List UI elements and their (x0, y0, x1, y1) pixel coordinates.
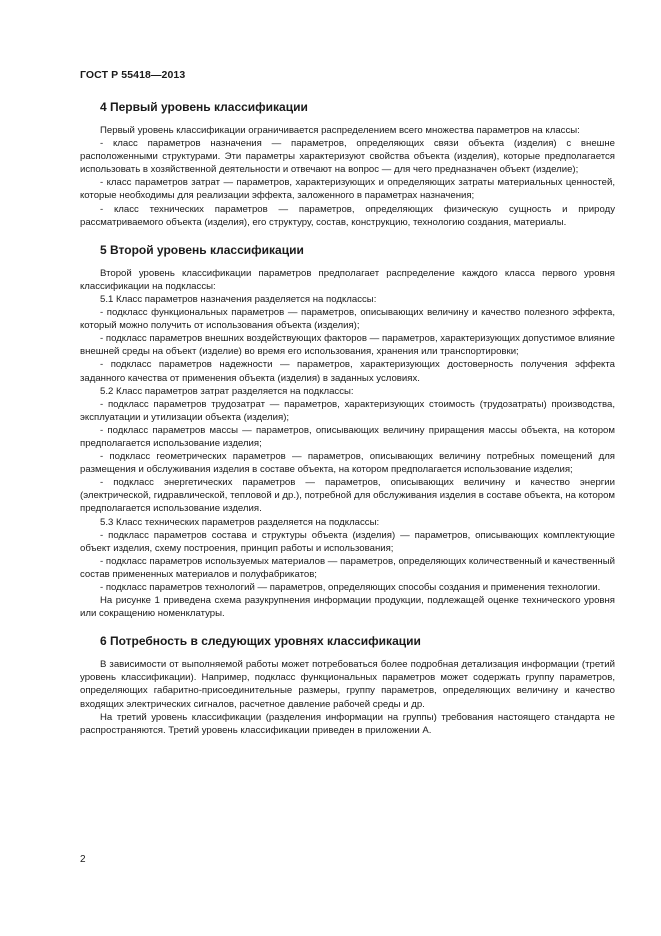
paragraph: - класс параметров затрат — параметров, характеризующих и определяющих затраты материальных ценностей, которые необходимы для реализации эффекта, заложенного в параметрах назначения; (80, 177, 615, 202)
paragraph: - подкласс геометрических параметров — параметров, описывающих величину потребных помещений для размещения и обслуживания изделия в составе объекта, на котором предполагается использование изделия; (80, 451, 615, 476)
paragraph: - подкласс параметров надежности — параметров, характеризующих достоверность получения эффекта заданного качества от применения объекта (изделия) в заданных условиях. (80, 359, 615, 384)
paragraph: Второй уровень классификации параметров предполагает распределение каждого класса первого уровня классификации на подклассы: (80, 267, 615, 292)
section-heading: 5 Второй уровень классификации (100, 242, 304, 257)
section-5 (80, 243, 615, 621)
paragraph: 5.3 Класс технических параметров разделяется на подклассы: (100, 516, 380, 528)
document-header: ГОСТ Р 55418—2013 (80, 69, 186, 81)
section-4 (80, 100, 615, 229)
paragraph: - подкласс энергетических параметров — параметров, описывающих величину и качество энергии (электрической, гидравлической, тепловой и др.), потребной для обслуживания изделия в составе объекта, на котором предполагается использование изделия. (80, 477, 615, 515)
paragraph: - класс параметров назначения — параметров, определяющих связи объекта (изделия) с внешне расположенными структурами. Эти параметры характеризуют свойства объекта (изделия), которые предполагается использовать в хозяйственной деятельности и отвечают на вопрос — для чего предназначен объект (изделие); (80, 138, 615, 176)
paragraph: На рисунке 1 приведена схема разукрупнения информации продукции, подлежащей оценке технического уровня или сокращению номенклатуры. (80, 595, 615, 620)
paragraph: Первый уровень классификации ограничивается распределением всего множества параметров на классы: (100, 125, 580, 136)
paragraph: 5.1 Класс параметров назначения разделяется на подклассы: (100, 293, 377, 305)
paragraph: На третий уровень классификации (разделения информации на группы) требования настоящего стандарта не распространяются. Третий уровень классификации приведен в приложении А. (80, 711, 615, 736)
paragraph: 5.2 Класс параметров затрат разделяется на подклассы: (100, 385, 354, 397)
paragraph: - подкласс параметров используемых материалов — параметров, определяющих количественный и качественный состав примененных материалов и полуфабрикатов; (80, 555, 615, 580)
page-number: 2 (80, 854, 86, 865)
paragraph: В зависимости от выполняемой работы может потребоваться более подробная детализация информации (третий уровень классификации). Например, подкласс функциональных параметров может содержать группу параметров, определяющих габаритно-присоединительные размеры, группу параметров, определяющих величину и качество входящих электрических сигналов, расчетное давление рабочей среды и др. (80, 659, 615, 710)
section-heading: 4 Первый уровень классификации (100, 100, 308, 114)
paragraph: - подкласс функциональных параметров — параметров, описывающих величину и качество полезного эффекта, который можно получить от использования объекта (изделия); (80, 307, 615, 332)
paragraph: - подкласс параметров внешних воздействующих факторов — параметров, характеризующих допустимое влияние внешней среды на объект (изделие) во время его использования, хранения или транспортировки; (80, 333, 615, 358)
paragraph: - подкласс параметров технологий — параметров, определяющих способы создания и применения технологии. (100, 582, 601, 593)
paragraph: - класс технических параметров — параметров, определяющих физическую сущность и природу рассматриваемого объекта (изделия), его структуру, состав, конструкцию, технологию создания, материалы. (80, 203, 615, 228)
paragraph: - подкласс параметров массы — параметров, описывающих величину приращения массы объекта, на котором предполагается использование изделия; (80, 424, 615, 449)
document-body (80, 100, 615, 751)
section-6 (80, 634, 615, 737)
paragraph: - подкласс параметров состава и структуры объекта (изделия) — параметров, описывающих комплектующие объект изделия, схему построения, принцип работы и использования; (80, 529, 615, 554)
paragraph: - подкласс параметров трудозатрат — параметров, характеризующих стоимость (трудозатраты) производства, эксплуатации и утилизации объекта (изделия); (80, 398, 615, 423)
section-heading: 6 Потребность в следующих уровнях классификации (100, 634, 421, 649)
